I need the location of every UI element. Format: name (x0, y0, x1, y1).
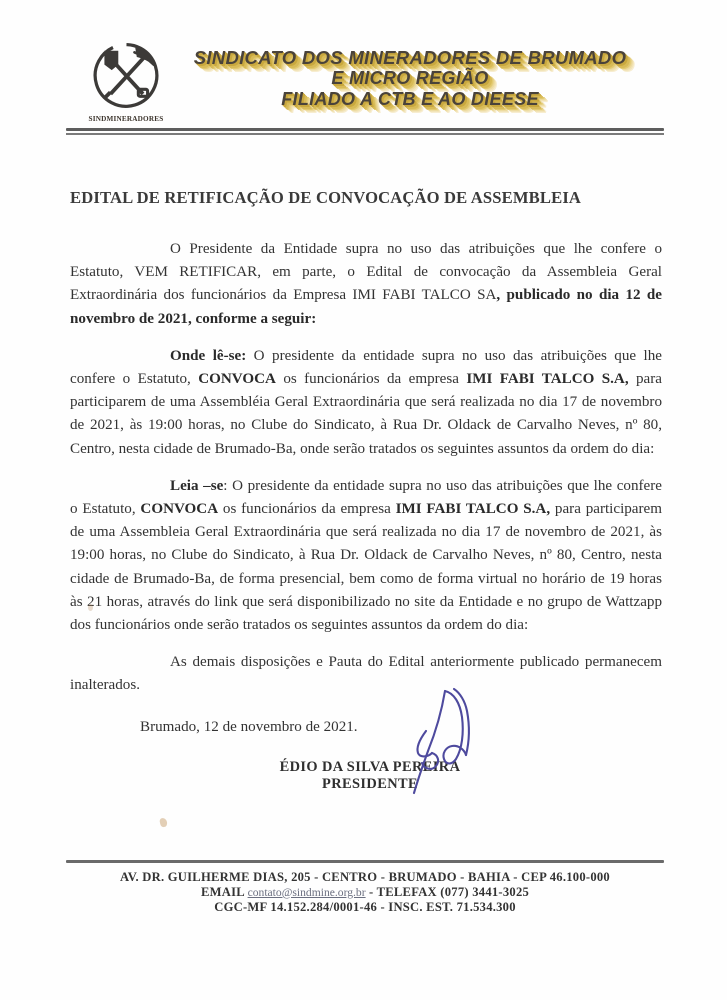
org-title-line-1: SINDICATO DOS MINERADORES DE BRUMADO (193, 47, 627, 68)
page-title: EDITAL DE RETIFICAÇÃO DE CONVOCAÇÃO DE ASSEMBLEIA (70, 188, 582, 207)
org-title-line-3: FILIADO A CTB E AO DIEESE (281, 89, 539, 109)
onde-le-se-text-3: para participarem de uma Assembléia Geral Extraordinária que será realizada no dia 17 de novembro de 2021, às 19:00 horas, no Clube do Sindicato, à Rua Dr. Oldack de Carvalho Neves, nº 80, Centro, nesta cidade de Brumado-Ba, onde serão tratados os seguintes assuntos da ordem do dia: (70, 371, 662, 457)
signature-block (70, 716, 662, 793)
leia-se-text-1: : O presidente da entidade supra no uso das atribuições que lhe confere o Estatuto, (70, 477, 662, 518)
signatory (70, 759, 662, 793)
leia-se-convoca: CONVOCA (140, 501, 219, 518)
header-rule-thin (66, 133, 664, 135)
onde-le-se-company: IMI FABI TALCO S.A, (466, 371, 629, 388)
paragraph-leia-se (70, 475, 662, 637)
leia-se-company: IMI FABI TALCO S.A, (395, 501, 551, 518)
onde-le-se-label: Onde lê-se: (170, 347, 247, 364)
onde-le-se-text-2: os funcionários da empresa (275, 371, 467, 388)
header-rule-thick (66, 128, 664, 131)
paragraph-closing: As demais disposições e Pauta do Edital anteriormente publicado permanecem inalterados. (70, 654, 662, 694)
leia-se-text-2: os funcionários da empresa (218, 501, 396, 518)
footer-email-label: EMAIL (200, 884, 248, 899)
letterhead (0, 0, 727, 145)
footer-registration: CGC-MF 14.152.284/0001-46 - INSC. EST. 71.534.300 (214, 900, 516, 914)
footer-email-link[interactable]: contato@sindmine.org.br (247, 885, 366, 899)
document-body (70, 238, 662, 712)
header-divider (66, 128, 664, 135)
paragraph-preamble-text: O Presidente da Entidade supra no uso das atribuições que lhe confere o Estatuto, VEM RETIFICAR, em parte, o Edital de convocação da Assembleia Geral Extraordinária dos funcionários da Empresa IMI FABI TALCO SA (70, 241, 662, 304)
paragraph-preamble (70, 238, 662, 331)
signature-place-date: Brumado, 12 de novembro de 2021. (140, 719, 358, 735)
org-title-line-2: E MICRO REGIÃO (331, 68, 489, 88)
scan-artifact-secondary (88, 604, 93, 611)
footer-contact-info (66, 870, 664, 916)
signatory-role: PRESIDENTE (322, 776, 418, 792)
leia-se-label: Leia –se (170, 477, 224, 494)
organization-title (150, 47, 670, 110)
signatory-name: ÉDIO DA SILVA PEREIRA (279, 759, 461, 775)
onde-le-se-text-1: O presidente da entidade supra no uso das atribuições que lhe confere o Estatuto, (70, 347, 662, 388)
footer-telefax: - TELEFAX (077) 3441-3025 (365, 884, 530, 899)
footer (66, 860, 664, 915)
paragraph-onde-le-se (70, 345, 662, 461)
paragraph-preamble-emphasis: , publicado no dia 12 de novembro de 2021, conforme a seguir: (70, 287, 662, 327)
onde-le-se-convoca: CONVOCA (198, 371, 276, 388)
leia-se-text-3: para participarem de uma Assembleia Geral Extraordinária que será realizada no dia 17 de novembro de 2021, às 19:00 horas, no Clube do Sindicato, à Rua Dr. Oldack de Carvalho Neves, nº 80, Centro, nesta cidade de Brumado-Ba, de forma presencial, bem como de forma virtual no horário de 19 horas às 21 horas, através do link que será disponibilizado no site da Entidade e no grupo de Wattzapp dos funcionários onde serão tratados os seguintes assuntos da ordem do dia: (70, 501, 662, 634)
scan-artifact (159, 817, 168, 827)
logo-caption: SINDMINERADORES (88, 115, 164, 123)
footer-email-row (66, 885, 664, 900)
footer-address: AV. DR. GUILHERME DIAS, 205 - CENTRO - BRUMADO - BAHIA - CEP 46.100-000 (120, 869, 610, 884)
footer-divider (66, 860, 664, 863)
